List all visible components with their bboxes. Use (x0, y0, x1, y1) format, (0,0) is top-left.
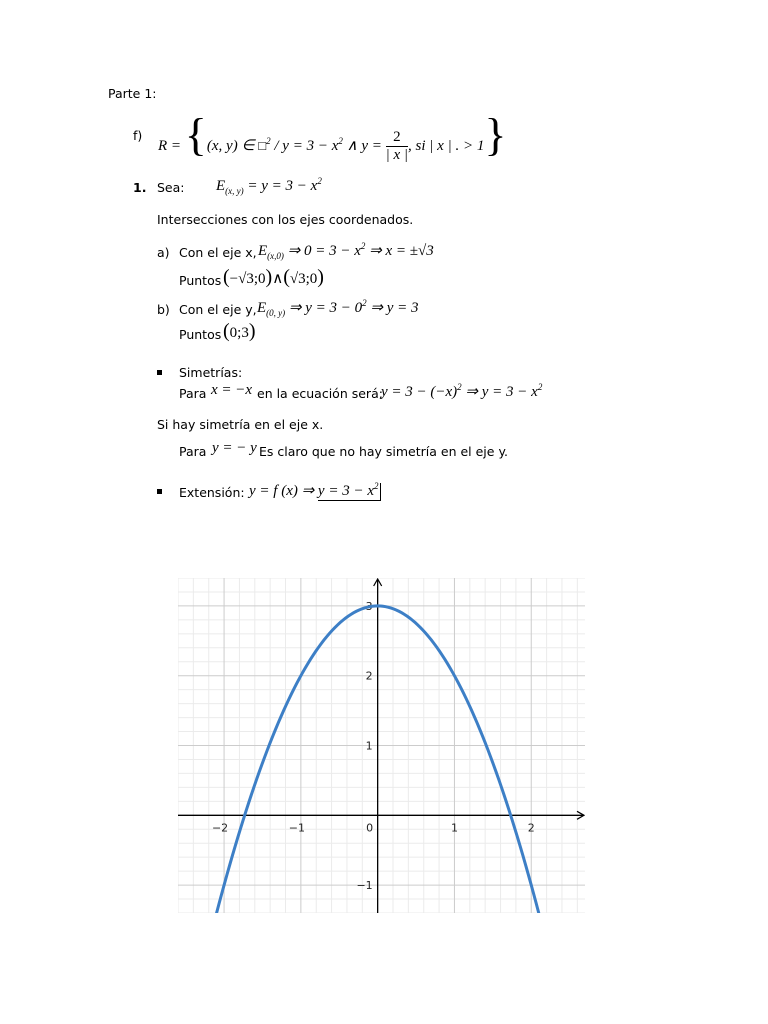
bullet-simetrias (157, 370, 162, 375)
frac-num: 2 (386, 129, 408, 147)
item-b-points: (0;3) (223, 320, 256, 342)
set-name: R = (158, 138, 185, 154)
simetrias-para1-math: x = −x (211, 382, 253, 398)
sym-eq2-exp: 2 (537, 382, 543, 392)
set-tail: , si | x | . > 1 (408, 138, 485, 154)
a-e: E (258, 243, 268, 259)
a-math: ⇒ 0 = 3 − x (283, 243, 361, 259)
set-mid: / y = 3 − x (270, 138, 339, 154)
set-exp: 2 (266, 136, 271, 146)
item-b-equation (257, 298, 419, 318)
a-math2: ⇒ x = ±√3 (365, 243, 434, 259)
eq-e-sub: (x, y) (225, 186, 244, 196)
y-tick-label: 1 (365, 739, 373, 753)
b-math-exp: 2 (362, 298, 367, 308)
set-mid-exp: 2 (338, 136, 343, 146)
sym-eq2: ⇒ y = 3 − x (461, 384, 538, 400)
extension-math (249, 481, 381, 500)
x-tick-label: −1 (288, 821, 305, 835)
eq-exp: 2 (317, 176, 322, 186)
ext-boxed-exp: 2 (373, 481, 379, 491)
a-p2: √3;0 (289, 271, 318, 287)
b-e: E (257, 300, 267, 316)
simetrias-para2-text: Es claro que no hay simetría en el eje y. (259, 444, 509, 459)
ext-boxed (318, 483, 382, 501)
x-tick-label: 2 (527, 821, 535, 835)
b-math2: ⇒ y = 3 (366, 300, 419, 316)
a-math-exp: 2 (360, 241, 366, 251)
b-p1: 0;3 (229, 325, 249, 341)
item-b-label: b) (157, 302, 170, 317)
ext-math: y = f (x) ⇒ (249, 483, 318, 499)
simetrias-para1: Para (179, 386, 207, 401)
intersections-title: Intersecciones con los ejes coordenados. (157, 212, 414, 227)
simetrias-para2-math: y = − y (212, 440, 257, 456)
eq-e: E (216, 178, 226, 194)
simetrias-para1-eq (381, 382, 542, 401)
b-math: ⇒ y = 3 − 0 (285, 300, 363, 316)
item-f-label: f) (133, 128, 143, 143)
set-and: ∧ y = (342, 138, 386, 154)
a-e-sub: (x,0) (267, 251, 284, 261)
ext-boxed-text: y = 3 − x (317, 483, 374, 499)
fraction (386, 129, 408, 164)
item-1-sea: Sea: (157, 180, 185, 195)
item-b-puntos: Puntos (179, 327, 222, 342)
simetrias-si-hay: Si hay simetría en el eje x. (157, 417, 324, 432)
frac-den: | x | (385, 147, 409, 164)
set-box: □ (258, 138, 267, 153)
item-b-text: Con el eje y, (179, 302, 257, 317)
item-a-points: (−√3;0)∧(√3;0) (223, 266, 324, 288)
simetrias-para2: Para (179, 444, 207, 459)
bullet-extension (157, 489, 162, 494)
item-a-text: Con el eje x, (179, 245, 257, 260)
brace-open: { (184, 109, 207, 160)
a-and: ∧ (272, 271, 284, 287)
brace-close: } (484, 109, 507, 160)
set-left: (x, y) ∈ (206, 138, 259, 154)
x-tick-label: 0 (366, 821, 374, 835)
item-1-equation (216, 176, 322, 196)
item-a-label: a) (157, 245, 170, 260)
sym-eq-exp: 2 (457, 382, 462, 392)
page-heading: Parte 1: (108, 86, 157, 101)
a-p1: −√3;0 (229, 271, 266, 287)
y-tick-label: 2 (365, 669, 373, 683)
parabola-chart (178, 578, 585, 913)
simetrias-para1-text: en la ecuación será: (257, 386, 383, 401)
item-a-puntos: Puntos (179, 273, 222, 288)
x-tick-label: −2 (211, 821, 229, 835)
x-tick-label: 1 (450, 821, 458, 835)
b-e-sub: (0, y) (266, 308, 286, 318)
item-1-number: 1. (133, 180, 147, 195)
eq-rest: = y = 3 − x (243, 178, 318, 194)
extension-title: Extensión: (179, 485, 245, 500)
sym-eq: y = 3 − (−x) (381, 384, 458, 400)
y-tick-label: 3 (365, 599, 373, 613)
y-tick-label: −1 (356, 879, 373, 893)
simetrias-title: Simetrías: (179, 365, 243, 380)
item-a-equation (258, 241, 434, 261)
set-definition (158, 109, 507, 164)
